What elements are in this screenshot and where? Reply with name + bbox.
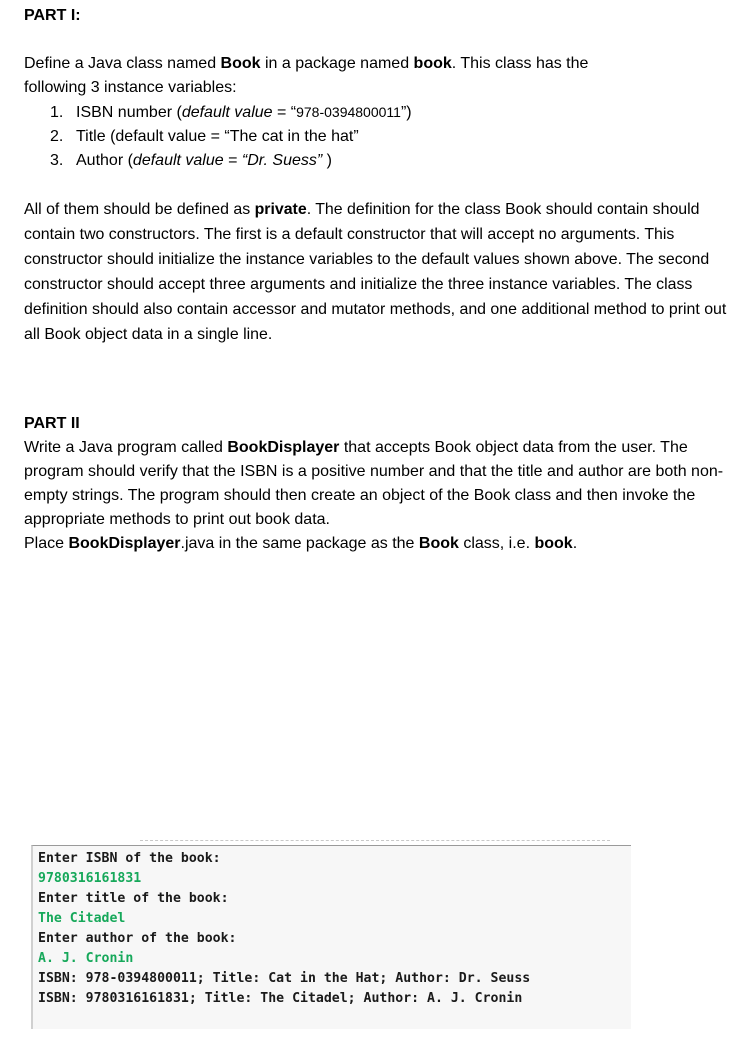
list-number: 1. bbox=[50, 104, 64, 121]
author-default-value: “Dr. Suess” bbox=[241, 152, 323, 169]
console-prompt: Enter title of the book: bbox=[38, 891, 229, 906]
part1-heading: PART I: bbox=[24, 7, 81, 24]
console-output-line: ISBN: 978-0394800011; Title: Cat in the Hat; Author: Dr. Seuss bbox=[38, 971, 531, 986]
list-text: ISBN number ( bbox=[76, 104, 182, 121]
list-text-italic: default value bbox=[181, 104, 273, 121]
console-input: A. J. Cronin bbox=[38, 951, 134, 966]
list-item bbox=[50, 149, 412, 173]
body-text: .java in the same package as the bbox=[180, 535, 419, 552]
list-item bbox=[50, 100, 412, 125]
console-output-line: ISBN: 9780316161831; Title: The Citadel; Author: A. J. Cronin bbox=[38, 991, 523, 1006]
list-text: = “ bbox=[272, 104, 297, 121]
intro-bold-book-class: Book bbox=[220, 55, 261, 72]
list-number: 3. bbox=[50, 152, 64, 169]
body-text: that accepts Book object data from the user. The program should verify that the ISBN is a positive number and that the title and author are both non-empty strings. The program should then create an object of the Book class and then invoke the appropriate methods to print out book data. bbox=[24, 439, 724, 528]
intro-text: following 3 instance variables: bbox=[24, 79, 237, 96]
console-input: The Citadel bbox=[38, 911, 126, 926]
part2-heading: PART II bbox=[24, 415, 80, 432]
body-bold-bookdisplayer: BookDisplayer bbox=[68, 535, 181, 552]
body-text: Place bbox=[24, 535, 69, 552]
body-text: Write a Java program called bbox=[24, 439, 228, 456]
list-text: Title (default value = “The cat in the hat” bbox=[76, 128, 359, 145]
list-text: Author ( bbox=[76, 152, 133, 169]
list-text: ”) bbox=[400, 104, 412, 121]
console-prompt: Enter ISBN of the book: bbox=[38, 851, 221, 866]
part1-intro bbox=[24, 52, 736, 100]
list-text-italic: default value bbox=[132, 152, 224, 169]
intro-text: Define a Java class named bbox=[24, 55, 221, 72]
body-bold-package: book bbox=[534, 535, 573, 552]
console-output bbox=[31, 845, 631, 1029]
isbn-default-value: 978-0394800011 bbox=[296, 104, 401, 120]
body-text: . bbox=[572, 535, 578, 552]
body-text: class, i.e. bbox=[458, 535, 535, 552]
body-text: All of them should be defined as bbox=[24, 201, 255, 218]
instance-variable-list bbox=[50, 100, 412, 173]
body-bold-private: private bbox=[254, 201, 307, 218]
part2-body bbox=[24, 436, 736, 556]
console-top-divider bbox=[140, 840, 610, 844]
body-bold-bookdisplayer: BookDisplayer bbox=[227, 439, 340, 456]
list-text: = bbox=[223, 152, 242, 169]
intro-bold-book-package: book bbox=[413, 55, 452, 72]
list-number: 2. bbox=[50, 128, 64, 145]
intro-text: in a package named bbox=[260, 55, 414, 72]
body-bold-book: Book bbox=[418, 535, 459, 552]
list-text: ) bbox=[322, 152, 332, 169]
console-input: 9780316161831 bbox=[38, 871, 142, 886]
list-item bbox=[50, 125, 412, 149]
part1-body bbox=[24, 197, 736, 347]
body-text: . The definition for the class Book should contain should contain two constructors. The first is a default constructor that will accept no arguments. This constructor should initialize the instance variables to the default values shown above. The second constructor should accept three arguments and initialize the three instance variables. The class definition should also contain accessor and mutator methods, and one additional method to print out all Book object data in a single line. bbox=[24, 201, 727, 343]
intro-text: . This class has the bbox=[451, 55, 589, 72]
console-prompt: Enter author of the book: bbox=[38, 931, 237, 946]
